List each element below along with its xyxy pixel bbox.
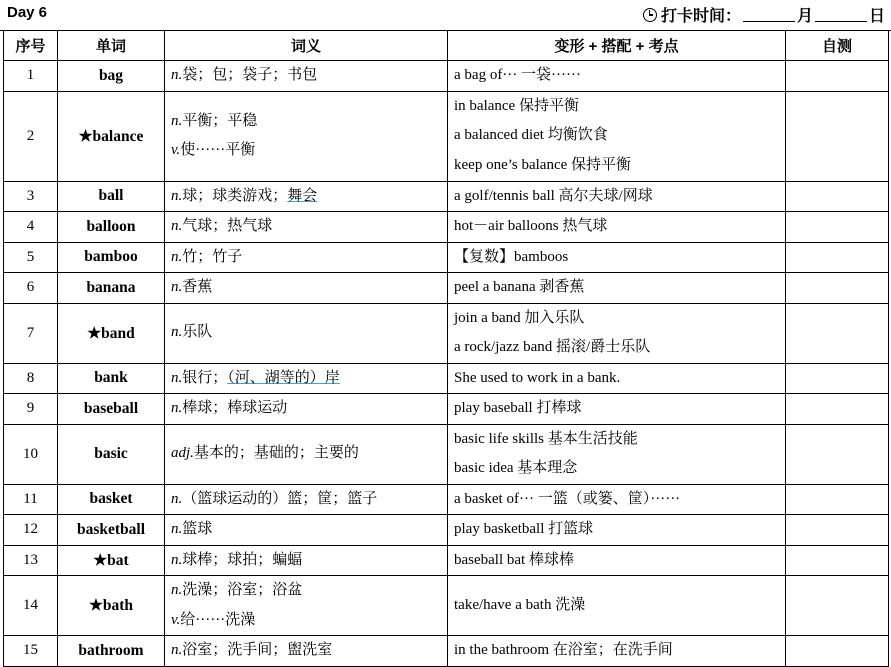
part-of-speech: n. bbox=[171, 369, 183, 386]
meaning-text: 篮球 bbox=[182, 521, 213, 537]
word-meaning-cell bbox=[165, 212, 448, 243]
day-blank[interactable] bbox=[815, 7, 867, 22]
meaning-text: 气球；热气球 bbox=[182, 218, 273, 234]
row-number: 14 bbox=[4, 576, 58, 636]
form-line: peel a banana 剥香蕉 bbox=[454, 279, 585, 295]
form-line: She used to work in a bank. bbox=[454, 369, 621, 386]
meaning-text: 使······平衡 bbox=[180, 142, 256, 158]
selftest-cell[interactable] bbox=[786, 363, 889, 394]
meaning-line bbox=[171, 273, 447, 303]
vocab-word: ★balance bbox=[58, 91, 165, 181]
table-row bbox=[4, 91, 889, 181]
meaning-text: 银行； bbox=[182, 369, 228, 386]
selftest-cell[interactable] bbox=[786, 212, 889, 243]
col-header-meaning: 词义 bbox=[165, 31, 448, 61]
word-meaning-cell bbox=[165, 242, 448, 273]
form-line: a basket of··· 一篮（或篓、筐）······ bbox=[454, 490, 681, 507]
meaning-line bbox=[171, 394, 447, 424]
form-line: a balanced diet 均衡饮食 bbox=[454, 127, 608, 144]
forms-cell bbox=[448, 363, 786, 394]
form-line: a rock/jazz band 摇滚/爵士乐队 bbox=[454, 339, 651, 355]
form-line: a bag of··· 一袋······ bbox=[454, 67, 582, 83]
table-row bbox=[4, 576, 889, 636]
meaning-line bbox=[171, 439, 447, 469]
table-row bbox=[4, 212, 889, 243]
meaning-text: 基本的；基础的；主要的 bbox=[193, 445, 359, 462]
part-of-speech: adj. bbox=[171, 445, 194, 462]
part-of-speech: n. bbox=[171, 400, 183, 416]
selftest-cell[interactable] bbox=[786, 303, 889, 363]
meaning-line bbox=[171, 182, 447, 212]
form-line: basic idea 基本理念 bbox=[454, 460, 578, 476]
word-meaning-cell bbox=[165, 363, 448, 394]
table-row bbox=[4, 515, 889, 546]
form-line: baseball bat 棒球棒 bbox=[454, 551, 574, 568]
vocab-word: bamboo bbox=[58, 242, 165, 273]
word-meaning-cell bbox=[165, 61, 448, 92]
meaning-line bbox=[171, 364, 447, 394]
day-label: 日 bbox=[868, 8, 885, 25]
vocab-word: ★bath bbox=[58, 576, 165, 636]
meaning-text: 球棒；球拍；蝙蝠 bbox=[182, 551, 303, 568]
meaning-line bbox=[171, 606, 447, 636]
meaning-text: 洗澡；浴室；浴盆 bbox=[182, 582, 303, 598]
month-label: 月 bbox=[796, 8, 813, 25]
row-number: 15 bbox=[4, 636, 58, 667]
row-number: 12 bbox=[4, 515, 58, 546]
selftest-cell[interactable] bbox=[786, 273, 889, 304]
checkin-field bbox=[643, 3, 885, 26]
table-row bbox=[4, 181, 889, 212]
form-line: in the bathroom 在浴室；在洗手间 bbox=[454, 642, 673, 658]
clock-icon bbox=[643, 8, 657, 22]
forms-cell bbox=[448, 181, 786, 212]
forms-cell bbox=[448, 636, 786, 667]
form-line: basic life skills 基本生活技能 bbox=[454, 430, 638, 447]
form-line: join a band 加入乐队 bbox=[454, 309, 585, 326]
vocab-word: ★band bbox=[58, 303, 165, 363]
col-header-word: 单词 bbox=[58, 31, 165, 61]
table-row bbox=[4, 484, 889, 515]
word-meaning-cell bbox=[165, 484, 448, 515]
vocab-word: ball bbox=[58, 181, 165, 212]
part-of-speech: n. bbox=[171, 521, 183, 537]
vocab-word: basic bbox=[58, 424, 165, 484]
form-line: play basketball 打篮球 bbox=[454, 521, 594, 537]
col-header-selftest: 自测 bbox=[786, 31, 889, 61]
table-row bbox=[4, 363, 889, 394]
form-line: play baseball 打棒球 bbox=[454, 400, 582, 416]
forms-cell bbox=[448, 212, 786, 243]
selftest-cell[interactable] bbox=[786, 636, 889, 667]
word-meaning-cell bbox=[165, 91, 448, 181]
table-row bbox=[4, 242, 889, 273]
word-meaning-cell bbox=[165, 515, 448, 546]
table-header-row bbox=[4, 31, 889, 61]
forms-cell bbox=[448, 394, 786, 425]
meaning-line bbox=[171, 318, 447, 348]
form-line: hot－air balloons 热气球 bbox=[454, 218, 608, 234]
part-of-speech: n. bbox=[171, 218, 183, 234]
forms-cell bbox=[448, 61, 786, 92]
meaning-line bbox=[171, 485, 447, 515]
row-number: 3 bbox=[4, 181, 58, 212]
form-line: 【复数】bamboos bbox=[454, 248, 569, 265]
meaning-text: 浴室；洗手间；盥洗室 bbox=[182, 642, 333, 658]
forms-cell bbox=[448, 242, 786, 273]
part-of-speech: n. bbox=[171, 324, 183, 341]
part-of-speech: n. bbox=[171, 248, 183, 265]
part-of-speech: n. bbox=[171, 67, 183, 83]
meaning-line bbox=[171, 515, 447, 545]
part-of-speech: n. bbox=[171, 582, 183, 598]
word-meaning-cell bbox=[165, 424, 448, 484]
forms-cell bbox=[448, 424, 786, 484]
form-line: in balance 保持平衡 bbox=[454, 97, 579, 114]
vocab-word: ★bat bbox=[58, 545, 165, 576]
vocab-word: balloon bbox=[58, 212, 165, 243]
meaning-line bbox=[171, 243, 447, 273]
vocab-word: banana bbox=[58, 273, 165, 304]
selftest-cell[interactable] bbox=[786, 545, 889, 576]
row-number: 8 bbox=[4, 363, 58, 394]
table-row bbox=[4, 636, 889, 667]
word-meaning-cell bbox=[165, 181, 448, 212]
day-title: Day 6 bbox=[7, 4, 48, 21]
forms-cell bbox=[448, 545, 786, 576]
meaning-text: 乐队 bbox=[182, 324, 213, 341]
meaning-text: 竹；竹子 bbox=[182, 248, 243, 265]
vocab-word: basketball bbox=[58, 515, 165, 546]
vocab-word: bank bbox=[58, 363, 165, 394]
row-number: 6 bbox=[4, 273, 58, 304]
month-blank[interactable] bbox=[743, 7, 795, 22]
forms-cell bbox=[448, 91, 786, 181]
meaning-text: 袋；包；袋子；书包 bbox=[182, 67, 318, 83]
meaning-text: 香蕉 bbox=[182, 279, 213, 295]
meaning-line bbox=[171, 107, 447, 137]
row-number: 7 bbox=[4, 303, 58, 363]
row-number: 1 bbox=[4, 61, 58, 92]
selftest-cell[interactable] bbox=[786, 515, 889, 546]
part-of-speech: n. bbox=[171, 490, 183, 507]
col-header-forms: 变形 + 搭配 + 考点 bbox=[448, 31, 786, 61]
selftest-cell[interactable] bbox=[786, 91, 889, 181]
meaning-line bbox=[171, 61, 447, 91]
selftest-cell[interactable] bbox=[786, 576, 889, 636]
forms-cell bbox=[448, 515, 786, 546]
meaning-line bbox=[171, 136, 447, 166]
meaning-text: 球；球类游戏； bbox=[182, 187, 288, 204]
word-meaning-cell bbox=[165, 576, 448, 636]
table-row bbox=[4, 394, 889, 425]
vocab-table bbox=[3, 30, 889, 667]
table-row bbox=[4, 61, 889, 92]
form-line: take/have a bath 洗澡 bbox=[454, 596, 586, 613]
selftest-cell[interactable] bbox=[786, 484, 889, 515]
part-of-speech: v. bbox=[171, 142, 181, 158]
meaning-extra: （河、湖等的）岸 bbox=[227, 369, 340, 386]
selftest-cell[interactable] bbox=[786, 424, 889, 484]
selftest-cell[interactable] bbox=[786, 242, 889, 273]
meaning-text: （篮球运动的）篮；筐；篮子 bbox=[182, 490, 378, 507]
row-number: 11 bbox=[4, 484, 58, 515]
part-of-speech: n. bbox=[171, 187, 183, 204]
row-number: 5 bbox=[4, 242, 58, 273]
selftest-cell[interactable] bbox=[786, 181, 889, 212]
meaning-line bbox=[171, 636, 447, 666]
vocab-word: bag bbox=[58, 61, 165, 92]
word-meaning-cell bbox=[165, 273, 448, 304]
table-row bbox=[4, 545, 889, 576]
row-number: 10 bbox=[4, 424, 58, 484]
forms-cell bbox=[448, 273, 786, 304]
header-bar bbox=[0, 0, 891, 31]
word-meaning-cell bbox=[165, 394, 448, 425]
vocab-word: baseball bbox=[58, 394, 165, 425]
meaning-text: 给······洗澡 bbox=[180, 611, 256, 628]
meaning-line bbox=[171, 576, 447, 606]
checkin-label: 打卡时间： bbox=[660, 8, 741, 25]
table-row bbox=[4, 303, 889, 363]
meaning-line bbox=[171, 212, 447, 242]
word-meaning-cell bbox=[165, 545, 448, 576]
part-of-speech: n. bbox=[171, 279, 183, 295]
vocab-word: bathroom bbox=[58, 636, 165, 667]
part-of-speech: n. bbox=[171, 551, 183, 568]
selftest-cell[interactable] bbox=[786, 61, 889, 92]
table-row bbox=[4, 273, 889, 304]
row-number: 9 bbox=[4, 394, 58, 425]
row-number: 2 bbox=[4, 91, 58, 181]
table-row bbox=[4, 424, 889, 484]
vocab-word: basket bbox=[58, 484, 165, 515]
part-of-speech: v. bbox=[171, 611, 181, 628]
forms-cell bbox=[448, 303, 786, 363]
meaning-line bbox=[171, 546, 447, 576]
form-line: a golf/tennis ball 高尔夫球/网球 bbox=[454, 187, 653, 204]
selftest-cell[interactable] bbox=[786, 394, 889, 425]
form-line: keep one’s balance 保持平衡 bbox=[454, 156, 632, 173]
row-number: 4 bbox=[4, 212, 58, 243]
meaning-text: 棒球；棒球运动 bbox=[182, 400, 288, 416]
forms-cell bbox=[448, 576, 786, 636]
word-meaning-cell bbox=[165, 636, 448, 667]
col-header-number: 序号 bbox=[4, 31, 58, 61]
part-of-speech: n. bbox=[171, 642, 183, 658]
row-number: 13 bbox=[4, 545, 58, 576]
forms-cell bbox=[448, 484, 786, 515]
meaning-extra: 舞会 bbox=[287, 187, 318, 204]
word-meaning-cell bbox=[165, 303, 448, 363]
meaning-text: 平衡；平稳 bbox=[182, 112, 258, 129]
part-of-speech: n. bbox=[171, 112, 183, 129]
